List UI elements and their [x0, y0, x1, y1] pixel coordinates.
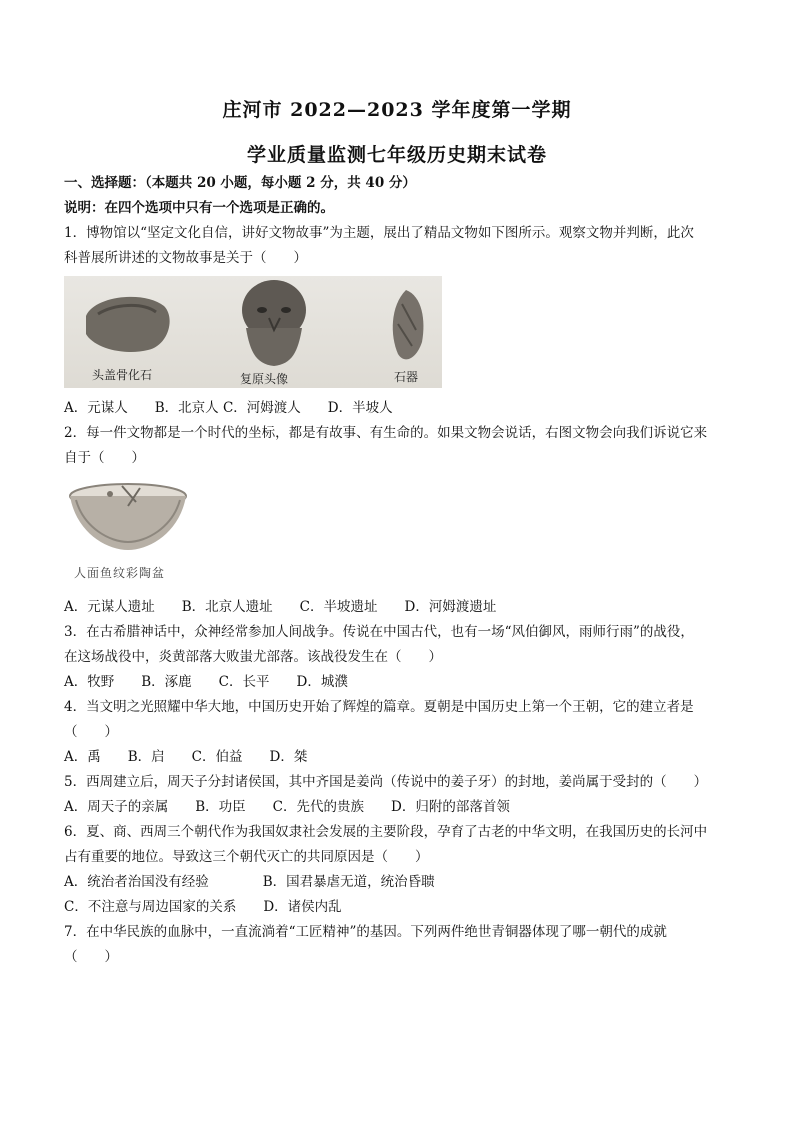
q1-stem-line1: 1．博物馆以“坚定文化自信，讲好文物故事”为主题，展出了精品文物如下图所示。观察文物并判断，此次 — [64, 225, 694, 241]
q5-stem-line1: 5．西周建立后，周天子分封诸侯国，其中齐国是姜尚（传说中的姜子牙）的封地，姜尚属于受封的（ ） — [64, 774, 708, 790]
q7-stem-line1: 7．在中华民族的血脉中，一直流淌着“工匠精神”的基因。下列两件绝世青铜器体现了哪一朝代的成就 — [64, 924, 667, 940]
q1-stem-line2: 科普展所讲述的文物故事是关于（ ） — [64, 250, 307, 266]
q6-stem-line1: 6．夏、商、西周三个朝代作为我国奴隶社会发展的主要阶段，孕育了古老的中华文明，在我国历史的长河中 — [64, 824, 708, 840]
q2-pottery-figure — [66, 480, 196, 585]
q2-options: A．元谋人遗址 B．北京人遗址 C．半坡遗址 D．河姆渡遗址 — [64, 599, 497, 615]
q3-options: A．牧野 B．涿鹿 C．长平 D．城濮 — [64, 674, 348, 690]
q6-options-row2: C．不注意与周边国家的关系 D．诸侯内乱 — [64, 899, 342, 915]
q4-stem-line2: （ ） — [64, 724, 118, 740]
caption-skull-fossil: 头盖骨化石 — [92, 368, 153, 382]
q1-artifact-figure — [64, 276, 442, 388]
caption-stone-tool: 石器 — [394, 370, 419, 384]
exam-title-line1: 庄河市 2022—2023 学年度第一学期 — [222, 99, 572, 121]
q1-options: A．元谋人 B．北京人 C．河姆渡人 D．半坡人 — [64, 400, 393, 416]
q7-stem-line2: （ ） — [64, 949, 118, 965]
q4-options: A．禹 B．启 C．伯益 D．桀 — [64, 749, 308, 765]
q6-stem-line2: 占有重要的地位。导致这三个朝代灭亡的共同原因是（ ） — [64, 849, 429, 865]
q3-stem-line1: 3．在古希腊神话中，众神经常参加人间战争。传说在中国古代，也有一场“风伯御风，雨师行雨”的战役， — [64, 624, 694, 640]
q4-stem-line1: 4．当文明之光照耀中华大地，中国历史开始了辉煌的篇章。夏朝是中国历史上第一个王朝，它的建立者是 — [64, 699, 694, 715]
q3-stem-line2: 在这场战役中，炎黄部落大败蚩尤部落。该战役发生在（ ） — [64, 649, 442, 665]
painted-pottery-basin-image — [66, 480, 196, 562]
section-heading: 一、选择题：（本题共 20 小题，每小题 2 分，共 40 分） — [64, 175, 416, 191]
q5-options: A．周天子的亲属 B．功臣 C．先代的贵族 D．归附的部落首领 — [64, 799, 510, 815]
q2-stem-line2: 自于（ ） — [64, 450, 145, 466]
exam-title-line2: 学业质量监测七年级历史期末试卷 — [246, 144, 547, 166]
caption-reconstructed-head: 复原头像 — [240, 372, 289, 386]
q6-options-row1: A．统治者治国没有经验 B．国君暴虐无道，统治昏聩 — [64, 874, 435, 890]
caption-pottery-basin: 人面鱼纹彩陶盆 — [74, 566, 166, 580]
q2-stem-line1: 2．每一件文物都是一个时代的坐标，都是有故事、有生命的。如果文物会说话，右图文物会向我们诉说它来 — [64, 425, 708, 441]
section-note: 说明：在四个选项中只有一个选项是正确的。 — [64, 200, 334, 216]
